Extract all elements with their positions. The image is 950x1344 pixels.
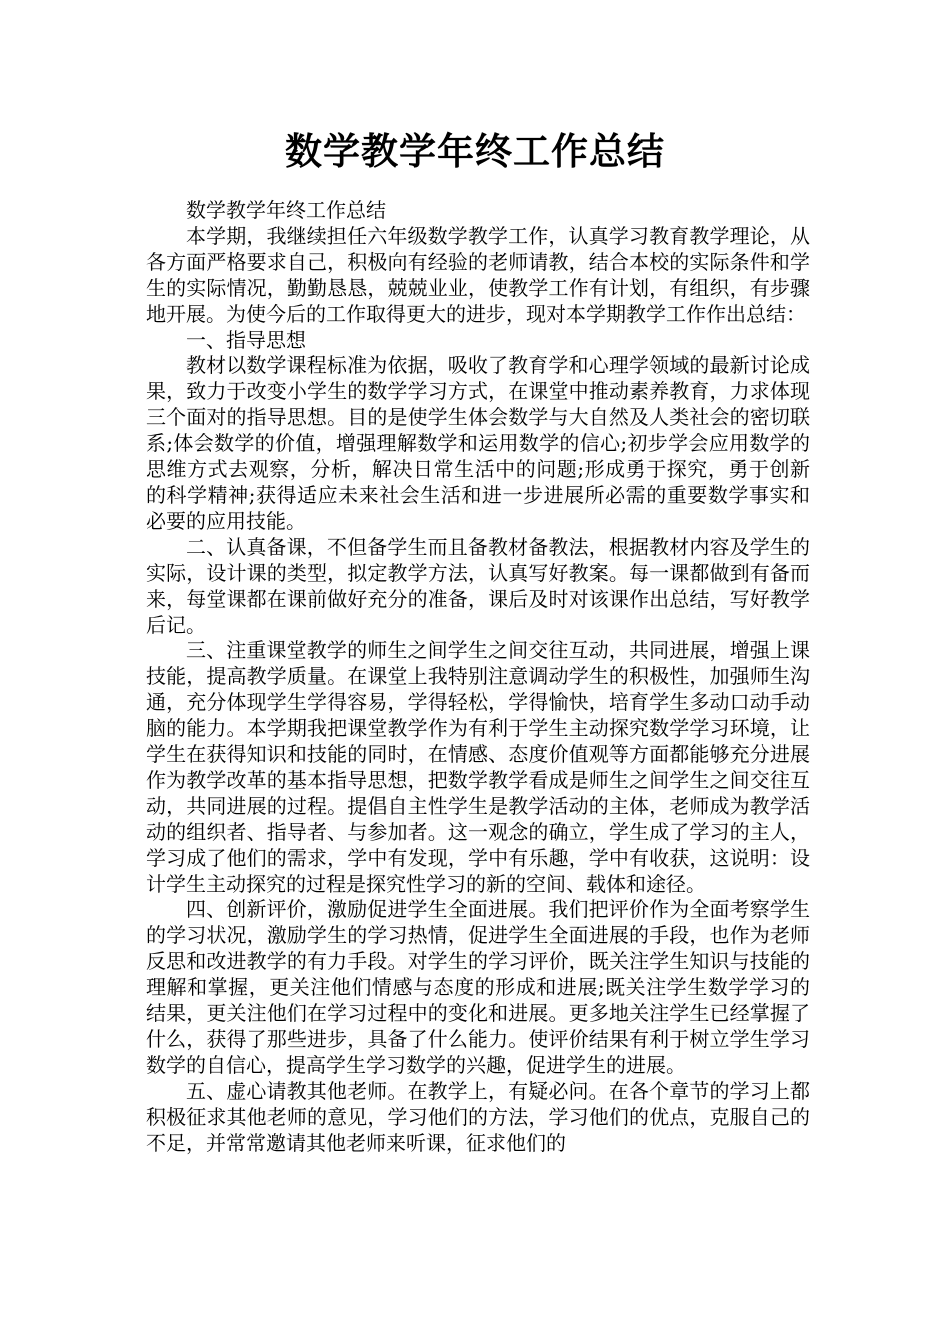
document-title: 数学教学年终工作总结 xyxy=(285,130,665,173)
paragraph-intro: 本学期，我继续担任六年级数学教学工作，认真学习教育教学理论，从各方面严格要求自己，积极向有经验的老师请教，结合本校的实际条件和学生的实际情况，勤勤恳恳，兢兢业业，使教学工作有计划，有组织，有步骤地开展。为使今后的工作取得更大的进步，现对本学期教学工作作出总结： xyxy=(146,223,810,326)
heading-guiding-thought: 一、指导思想 xyxy=(186,327,306,352)
paragraph-consult-teachers: 五、虚心请教其他老师。在教学上，有疑必问。在各个章节的学习上都积极征求其他老师的意见，学习他们的方法，学习他们的优点，克服自己的不足，并常常邀请其他老师来听课，征求他们的 xyxy=(146,1078,810,1155)
paragraph-classroom: 三、注重课堂教学的师生之间学生之间交往互动，共同进展，增强上课技能，提高教学质量。在课堂上我特别注意调动学生的积极性，加强师生沟通，充分体现学生学得容易，学得轻松，学得愉快，培育学生多动口动手动脑的能力。本学期我把课堂教学作为有利于学生主动探究数学学习环境，让学生在获得知识和技能的同时，在情感、态度价值观等方面都能够充分进展作为教学改革的基本指导思想，把数学教学看成是师生之间学生之间交往互动，共同进展的过程。提倡自主性学生是教学活动的主体，老师成为教学活动的组织者、指导者、与参加者。这一观念的确立，学生成了学习的主人，学习成了他们的需求，学中有发现，学中有乐趣，学中有收获，这说明：设计学生主动探究的过程是探究性学习的新的空间、载体和途径。 xyxy=(146,638,810,896)
paragraph-subtitle: 数学教学年终工作总结 xyxy=(186,198,386,222)
paragraph-evaluation: 四、创新评价，激励促进学生全面进展。我们把评价作为全面考察学生的学习状况，激励学生的学习热情，促进学生全面进展的手段，也作为老师反思和改进教学的有力手段。对学生的学习评价，既关注学生知识与技能的理解和掌握，更关注他们情感与态度的形成和进展;既关注学生数学学习的结果，更关注他们在学习过程中的变化和进展。更多地关注学生已经掌握了什么，获得了那些进步，具备了什么能力。使评价结果有利于树立学生学习数学的自信心，提高学生学习数学的兴趣，促进学生的进展。 xyxy=(146,897,810,1077)
document-body xyxy=(146,198,810,1157)
paragraph-textbook: 教材以数学课程标准为依据，吸收了教育学和心理学领域的最新讨论成果，致力于改变小学生的数学学习方式，在课堂中推动素养教育，力求体现三个面对的指导思想。目的是使学生体会数学与大自然及人类社会的密切联系;体会数学的价值，增强理解数学和运用数学的信心;初步学会应用数学的思维方式去观察，分析，解决日常生活中的问题;形成勇于探究，勇于创新的科学精神;获得适应未来社会生活和进一步进展所必需的重要数学事实和必要的应用技能。 xyxy=(146,353,810,533)
paragraph-lesson-prep: 二、认真备课，不但备学生而且备教材备教法，根据教材内容及学生的实际，设计课的类型，拟定教学方法，认真写好教案。每一课都做到有备而来，每堂课都在课前做好充分的准备，课后及时对该课作出总结，写好教学后记。 xyxy=(146,534,810,637)
